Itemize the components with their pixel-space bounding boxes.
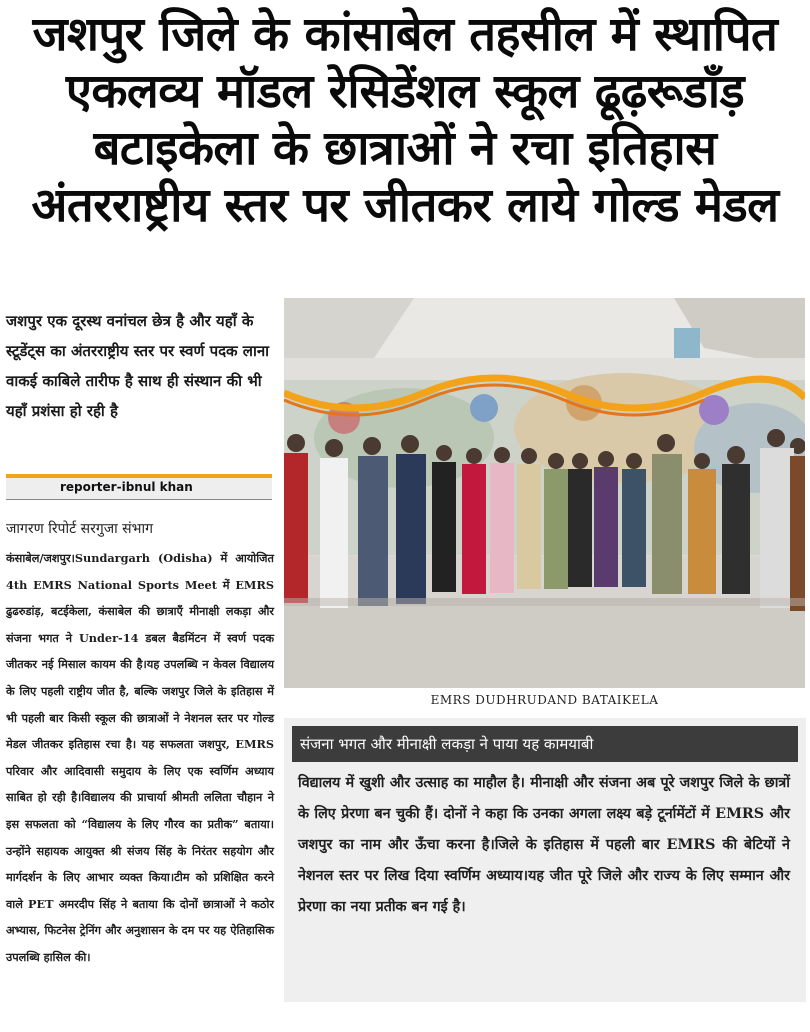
intro-text: जशपुर एक दूरस्थ वनांचल छेत्र है और यहाँ के स्टूडेंट्स का अंतरराष्ट्रीय स्तर पर स्वर्ण पदक लाना वाकई काबिले तारीफ है साथ ही संस्थान की भी यहाँ प्रशंसा हो रही है (6, 312, 270, 420)
dateline: जागरण रिपोर्ट सरगुजा संभाग (6, 521, 153, 537)
highlight-panel (284, 718, 806, 1002)
headline-block (0, 0, 810, 292)
article-body-left: कंसाबेल/जशपुर।Sundargarh (Odisha) में आयोजित 4th EMRS National Sports Meet में EMRS ढुढरुडांड़, बटईकेला, कंसाबेल की छात्राएँ मीनाक्षी लकड़ा और संजना भगत ने Under-14 डबल बैडमिंटन में स्वर्ण पदक जीतकर नई मिसाल कायम की है।यह उपलब्धि न केवल विद्यालय के लिए पहली राष्ट्रीय जीत है, बल्कि जशपुर जिले के इतिहास में भी पहली बार किसी स्कूल की छात्राओं ने नेशनल स्तर पर गोल्ड मेडल जीतकर इतिहास रचा है। यह सफलता जशपुर, EMRS परिवार और आदिवासी समुदाय के लिए एक स्वर्णिम अध्याय साबित हो रही है।विद्यालय की प्राचार्या श्रीमती ललिता चौहान ने इस सफलता को “विद्यालय के लिए गौरव का प्रतीक” बताया। उन्होंने सहायक आयुक्त श्री संजय सिंह के निरंतर सहयोग और मार्गदर्शन के लिए आभार व्यक्त किया।टीम को प्रशिक्षित करने वाले PET अमरदीप सिंह ने बताया कि दोनों छात्राओं ने कठोर अभ्यास, फिटनेस ट्रेनिंग और अनुशासन के दम पर यह ऐतिहासिक उपलब्धि हासिल की। (6, 551, 274, 964)
panel-heading: संजना भगत और मीनाक्षी लकड़ा ने पाया यह कामयाबी (292, 726, 798, 762)
panel-body: विद्यालय में खुशी और उत्साह का माहौल है। मीनाक्षी और संजना अब पूरे जशपुर जिले के छात्रों के लिए प्रेरणा बन चुकी हैं। दोनों ने कहा कि उनका अगला लक्ष्य बड़े टूर्नामेंटों में EMRS और जशपुर का नाम और ऊँचा करना है।जिले के इतिहास में पहली बार EMRS की बेटियों ने नेशनल स्तर पर लिख दिया स्वर्णिम अध्याय।यह जीत पूरे जिले और राज्य के लिए सम्मान और प्रेरणा का नया प्रतीक बन गई है। (298, 775, 790, 915)
photo-caption: EMRS DUDHRUDAND BATAIKELA (430, 693, 659, 707)
group-photo-illustration (284, 298, 805, 688)
reporter-bar (6, 474, 272, 500)
group-photo (284, 298, 805, 688)
reporter-credit: reporter-ibnul khan (60, 480, 193, 494)
headline: जशपुर जिले के कांसाबेल तहसील में स्थापित एकलव्य मॉडल रेसिडेंशल स्कूल ढूढ़रूडाँड़ बटाइकेला के छात्राओं ने रचा इतिहास अंतरराष्ट्रीय स्तर पर जीतकर लाये गोल्ड मेडल (31, 7, 779, 233)
